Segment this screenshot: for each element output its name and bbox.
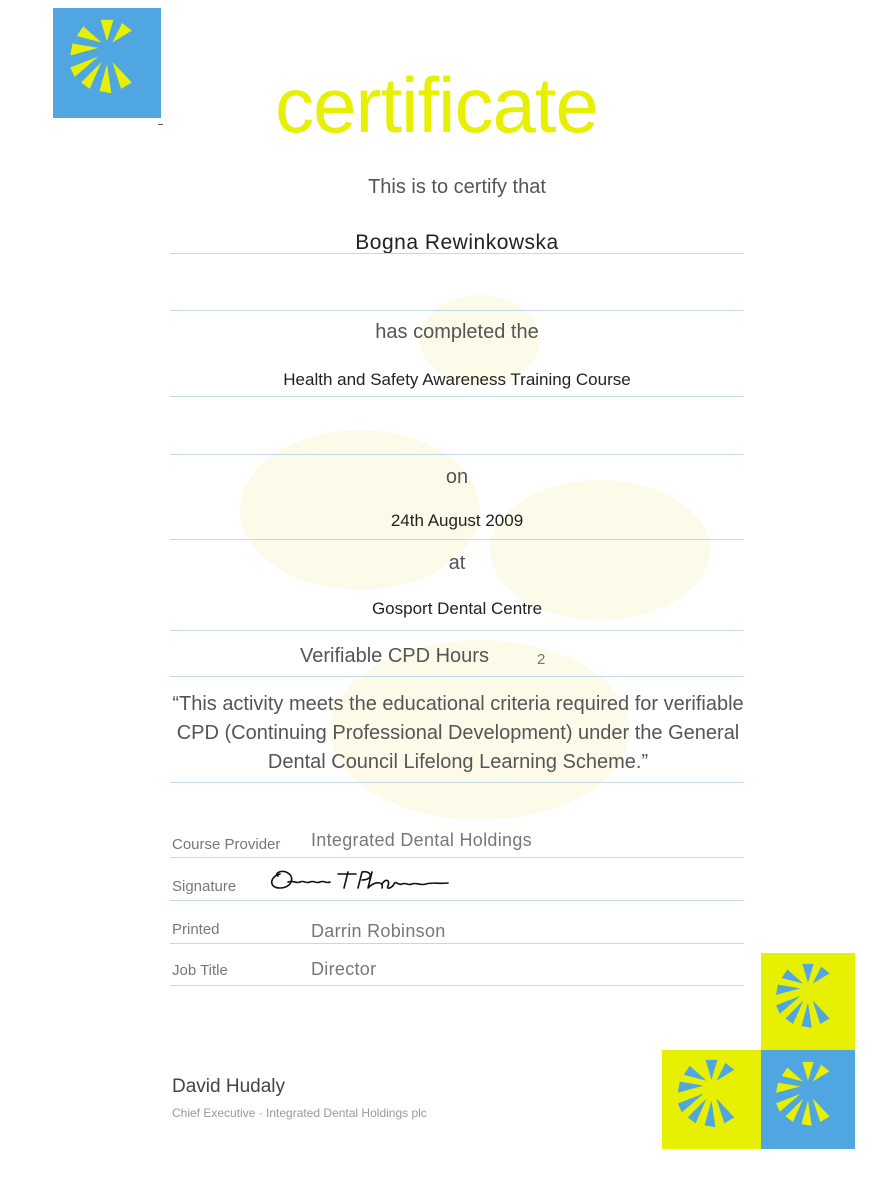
logo-tile-top-right xyxy=(761,953,855,1050)
sunburst-logo-icon xyxy=(761,1050,855,1149)
sunburst-logo-icon xyxy=(662,1050,761,1149)
handwritten-signature xyxy=(266,866,456,896)
course-name: Health and Safety Awareness Training Course xyxy=(283,370,631,389)
logo-tile-bottom-right xyxy=(761,1050,855,1149)
name-underline-2 xyxy=(170,310,744,311)
course-underline-2 xyxy=(170,454,744,455)
job-title-underline xyxy=(170,985,744,986)
name-underline xyxy=(170,253,744,254)
cpd-hours-value: 2 xyxy=(537,651,546,668)
intro-text: This is to certify that xyxy=(368,176,546,198)
job-title-value: Director xyxy=(311,959,377,979)
completed-label: has completed the xyxy=(375,321,539,343)
course-provider-label: Course Provider xyxy=(172,836,281,853)
cpd-hours-label: Verifiable CPD Hours xyxy=(300,645,489,667)
cpd-statement: “This activity meets the educational criteria required for verifiable CPD (Continuing Professional Development) under the General Dental Council Lifelong Learning Scheme.” xyxy=(172,693,744,773)
signatory-title: Chief Executive · Integrated Dental Holdings plc xyxy=(172,1106,427,1120)
at-label: at xyxy=(448,552,466,574)
course-date: 24th August 2009 xyxy=(390,511,524,530)
certificate-title: certificate xyxy=(275,61,598,149)
provider-underline xyxy=(170,857,744,858)
logo-tile-bottom-left xyxy=(662,1050,761,1149)
course-underline xyxy=(170,396,744,397)
location-underline xyxy=(170,630,744,631)
course-provider-value: Integrated Dental Holdings xyxy=(311,830,532,850)
date-underline xyxy=(170,539,744,540)
recipient-name: Bogna Rewinkowska xyxy=(355,231,559,254)
printed-value: Darrin Robinson xyxy=(311,921,446,941)
statement-underline xyxy=(170,782,744,783)
signatory-name: David Hudaly xyxy=(172,1076,285,1097)
on-label: on xyxy=(445,466,469,488)
signature-underline xyxy=(170,900,744,901)
printed-underline xyxy=(170,943,744,944)
cpd-underline xyxy=(170,676,744,677)
signature-label: Signature xyxy=(172,878,237,895)
course-location: Gosport Dental Centre xyxy=(371,599,543,618)
printed-label: Printed xyxy=(172,921,220,938)
sunburst-logo-icon xyxy=(761,953,855,1050)
job-title-label: Job Title xyxy=(172,962,228,979)
